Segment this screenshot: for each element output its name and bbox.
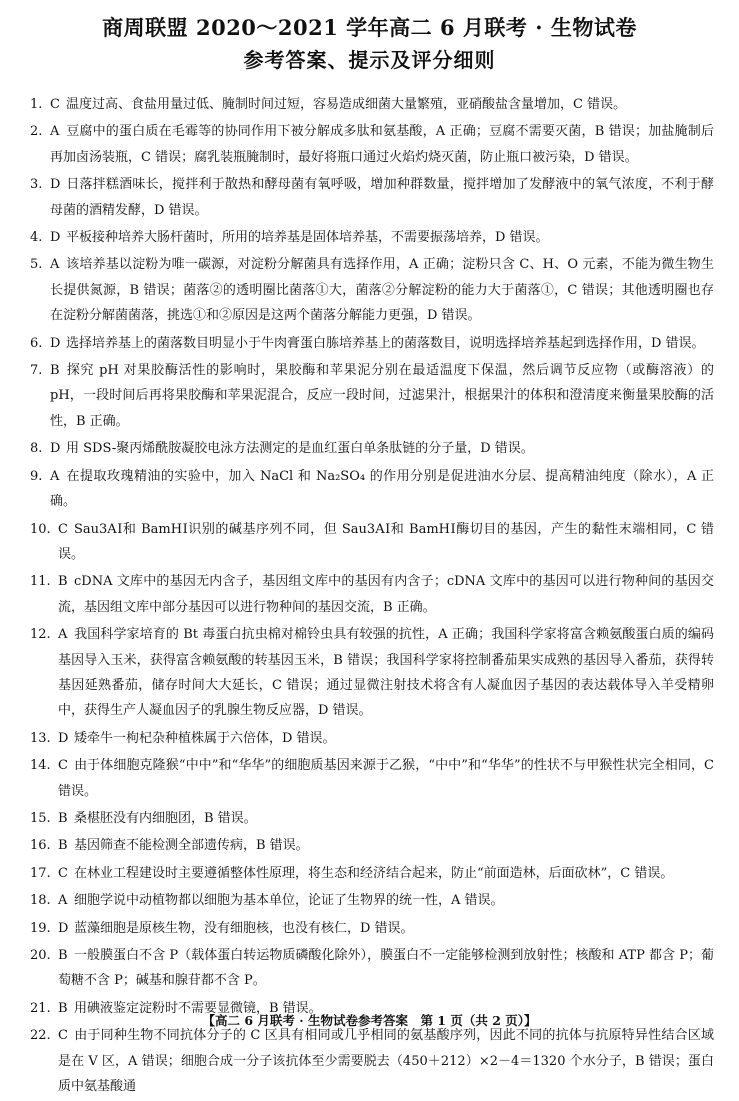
answer-option: D <box>58 730 69 746</box>
answer-number: 22. <box>30 1028 51 1044</box>
page-footer: 【高二 6 月联考 · 生物试卷参考答案 第 1 页（共 2 页）】 <box>202 1013 537 1028</box>
answer-item <box>30 436 714 461</box>
answer-number: 15. <box>30 810 51 826</box>
answer-explanation: 桑椹胚没有内细胞团，B 错误。 <box>74 810 257 826</box>
answer-number: 3. <box>30 177 43 193</box>
answer-item <box>30 1023 714 1099</box>
answer-number: 12. <box>30 627 51 643</box>
answer-option: A <box>50 124 60 140</box>
answer-item <box>30 331 714 356</box>
answer-number: 18. <box>30 893 51 909</box>
answer-option: C <box>58 865 68 881</box>
answer-explanation: 平板接种培养大肠杆菌时，所用的培养基是固体培养基，不需要振荡培养，D 错误。 <box>66 230 549 246</box>
answer-item <box>30 172 714 223</box>
answer-option: D <box>58 920 69 936</box>
answer-explanation: 选择培养基上的菌落数目明显小于牛肉膏蛋白胨培养基上的菌落数目，说明选择培养基起到选择作用，D 错误。 <box>66 335 705 351</box>
answer-explanation: 豆腐中的蛋白质在毛霉等的协同作用下被分解成多肽和氨基酸，A 正确；豆腐不需要灭菌，B 错误；加盐腌制后再加卤汤装瓶，C 错误；腐乳装瓶腌制时，最好将瓶口通过火焰灼烧灭菌，防止瓶口被污染，D 错误。 <box>50 124 714 165</box>
answer-explanation: 在提取玫瑰精油的实验中，加入 NaCl 和 Na₂SO₄ 的作用分别是促进油水分层、提高精油纯度（除水），A 正确。 <box>50 468 714 510</box>
answer-option: A <box>50 468 60 484</box>
answer-item <box>30 753 714 804</box>
answer-item <box>30 464 714 515</box>
answer-option: D <box>50 230 61 246</box>
answer-number: 5. <box>30 257 43 273</box>
answer-option: C <box>50 97 60 112</box>
answer-option: D <box>50 177 61 193</box>
answer-item <box>30 622 714 724</box>
answer-explanation: cDNA 文库中的基因无内含子，基因组文库中的基因有内含子；cDNA 文库中的基因可以进行物种间的基因交流，基因组文库中部分基因可以进行物种间的基因交流，B 正确。 <box>58 574 714 615</box>
answer-number: 14. <box>30 758 51 774</box>
answer-item <box>30 358 714 434</box>
answer-option: A <box>50 257 60 273</box>
answer-item <box>30 888 714 913</box>
answer-item <box>30 806 714 831</box>
answer-option: A <box>58 627 68 643</box>
answer-explanation: 基因筛查不能检测全部遗传病，B 错误。 <box>74 838 309 854</box>
answer-number: 17. <box>30 865 51 881</box>
answer-option: C <box>58 1028 68 1044</box>
answer-number: 10. <box>30 521 51 537</box>
answer-list <box>30 92 714 1101</box>
answer-explanation: 由于体细胞克隆猴“中中”和“华华”的细胞质基因来源于乙猴，“中中”和“华华”的性状不与甲猴性状完全相同，C 错误。 <box>58 758 714 799</box>
answer-option: B <box>58 948 68 963</box>
answer-explanation: 日落拌糕酒味长，搅拌利于散热和酵母菌有氧呼吸，增加种群数量，搅拌增加了发酵液中的氧气浓度，不利于酵母菌的酒精发酵，D 错误。 <box>50 177 714 218</box>
answer-number: 11. <box>30 574 51 590</box>
answer-item <box>30 252 714 328</box>
answer-number: 16. <box>30 838 51 854</box>
answer-explanation: 探究 pH 对果胶酶活性的影响时，果胶酶和苹果泥分别在最适温度下保温，然后调节反应物（或酶溶液）的 pH，一段时间后再将果胶酶和苹果泥混合，反应一段时间，过滤果汁，根据果汁的体积和澄清度来衡量果胶酶的活性，B 正确。 <box>50 363 714 429</box>
answer-explanation: 矮牵牛一枸杞杂种植株属于六倍体，D 错误。 <box>74 730 336 746</box>
answer-item <box>30 861 714 886</box>
answer-item <box>30 119 714 170</box>
answer-number: 20. <box>30 948 51 963</box>
answer-explanation: 蓝藻细胞是原核生物，没有细胞核，也没有核仁，D 错误。 <box>74 920 414 936</box>
answer-option: B <box>58 1000 68 1016</box>
answer-explanation: 用 SDS-聚丙烯酰胺凝胶电泳方法测定的是血红蛋白单条肽链的分子量，D 错误。 <box>66 441 534 457</box>
answer-item <box>30 943 714 994</box>
answer-item <box>30 569 714 620</box>
answer-option: A <box>58 893 68 909</box>
answer-explanation: 我国科学家培育的 Bt 毒蛋白抗虫棉对棉铃虫具有较强的抗性，A 正确；我国科学家将富含赖氨酸蛋白质的编码基因导入玉米，获得富含赖氨酸的转基因玉米，B 错误；我国科学家将控制番茄果实成熟的基因导入番茄，获得转基因延熟番茄，储存时间大大延长，C 错误；通过显微注射技术将含有人凝血因子基因的表达载体导入羊受精卵中，获得生产人凝血因子的乳腺生物反应器，D 错误。 <box>58 627 714 719</box>
answer-option: B <box>58 810 68 826</box>
answer-number: 19. <box>30 920 51 936</box>
answer-item <box>30 916 714 941</box>
answer-number: 1. <box>30 97 43 112</box>
answer-explanation: Sau3AⅠ和 BamHⅠ识别的碱基序列不同，但 Sau3AⅠ和 BamHⅠ酶切目的基因，产生的黏性末端相同，C 错误。 <box>58 521 714 562</box>
answer-explanation: 温度过高、食盐用量过低、腌制时间过短，容易造成细菌大量繁殖，亚硝酸盐含量增加，C 错误。 <box>66 97 627 112</box>
answer-number: 6. <box>30 335 43 351</box>
answer-option: C <box>58 521 68 537</box>
answer-number: 13. <box>30 730 51 746</box>
answer-item <box>30 517 714 568</box>
answer-item <box>30 225 714 250</box>
answer-item <box>30 726 714 751</box>
answer-number: 2. <box>30 124 43 140</box>
answer-number: 7. <box>30 363 43 379</box>
answer-explanation: 在林业工程建设时主要遵循整体性原理，将生态和经济结合起来，防止“前面造林，后面砍林”，C 错误。 <box>74 865 674 881</box>
answer-item <box>30 833 714 858</box>
page-subtitle: 参考答案、提示及评分细则 <box>243 48 496 72</box>
answer-explanation: 用碘液鉴定淀粉时不需要显微镜，B 错误。 <box>74 1000 322 1016</box>
answer-number: 21. <box>30 1000 51 1016</box>
answer-option: D <box>50 441 61 457</box>
answer-explanation: 细胞学说中动植物都以细胞为基本单位，论证了生物界的统一性，A 错误。 <box>74 893 504 909</box>
answer-number: 4. <box>30 230 43 246</box>
answer-option: C <box>58 758 68 774</box>
answer-option: B <box>50 363 60 379</box>
answer-item <box>30 92 714 117</box>
answer-number: 9. <box>30 468 43 484</box>
page-title: 商周联盟 2020～2021 学年高二 6 月联考 · 生物试卷 <box>102 15 637 40</box>
answer-option: B <box>58 574 68 590</box>
answer-explanation: 该培养基以淀粉为唯一碳源，对淀粉分解菌具有选择作用，A 正确；淀粉只含 C、H、O 元素，不能为微生物生长提供氮源，B 错误；菌落②的透明圈比菌落①大，菌落②分解淀粉的能力大于菌落①，C 错误；其他透明圈也存在淀粉分解菌菌落，挑选①和②原因是这两个菌落分解能力更强，D 错误。 <box>50 257 714 324</box>
answer-explanation: 由于同种生物不同抗体分子的 C 区具有相同或几乎相同的氨基酸序列，因此不同的抗体与抗原特异性结合区域是在 V 区，A 错误；细胞合成一分子该抗体至少需要脱去（450＋212）×2－4＝1320 个水分子，B 错误；蛋白质中氨基酸通 <box>58 1028 714 1095</box>
answer-option: B <box>58 838 68 854</box>
answer-number: 8. <box>30 441 43 457</box>
answer-explanation: 一般膜蛋白不含 P（载体蛋白转运物质磷酸化除外），膜蛋白不一定能够检测到放射性；核酸和 ATP 都含 P；葡萄糖不含 P；碱基和腺苷都不含 P。 <box>58 948 714 989</box>
answer-option: D <box>50 335 61 351</box>
